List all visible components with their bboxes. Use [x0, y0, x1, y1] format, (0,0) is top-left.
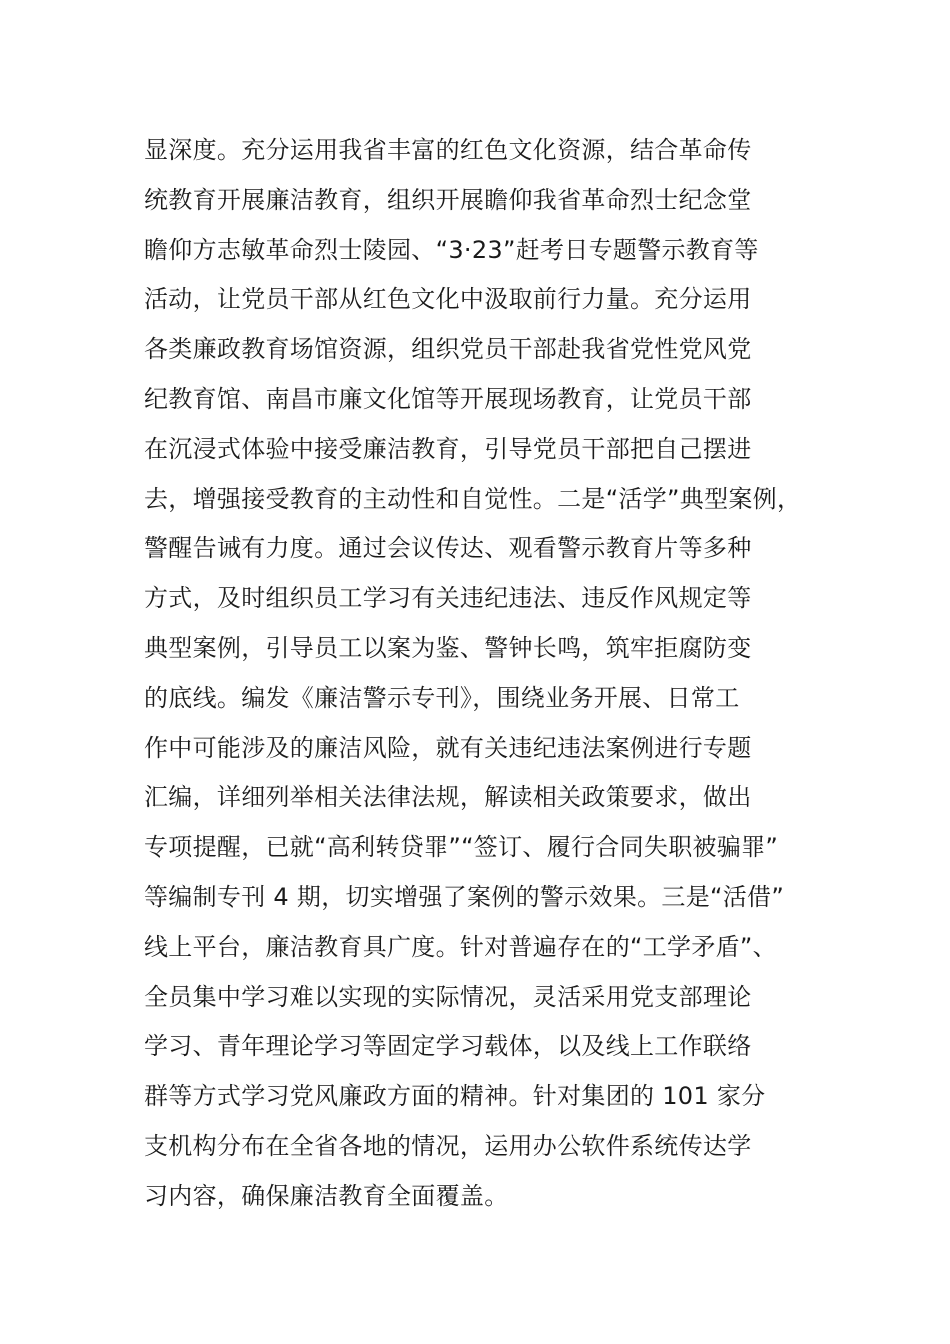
text-line: 统教育开展廉洁教育，组织开展瞻仰我省革命烈士纪念堂	[144, 185, 752, 214]
text-line: 典型案例，引导员工以案为鉴、警钟长鸣，筑牢拒腐防变	[144, 633, 752, 662]
text-line: 支机构分布在全省各地的情况，运用办公软件系统传达学	[144, 1131, 752, 1160]
text-line: 显深度。充分运用我省丰富的红色文化资源，结合革命传	[144, 136, 752, 164]
text-line: 习内容，确保廉洁教育全面覆盖。	[144, 1181, 509, 1210]
text-line: 在沉浸式体验中接受廉洁教育，引导党员干部把自己摆进	[144, 434, 752, 463]
text-line: 纪教育馆、南昌市廉文化馆等开展现场教育，让党员干部	[144, 384, 752, 413]
text-line: 汇编，详细列举相关法律法规，解读相关政策要求，做出	[144, 783, 752, 812]
text-line: 学习、青年理论学习等固定学习载体，以及线上工作联络	[144, 1032, 752, 1061]
text-line: 作中可能涉及的廉洁风险，就有关违纪违法案例进行专题	[144, 733, 752, 762]
text-line: 各类廉政教育场馆资源，组织党员干部赴我省党性党风党	[144, 335, 752, 364]
text-line: 群等方式学习党风廉政方面的精神。针对集团的 101 家分	[144, 1082, 766, 1111]
text-line: 活动，让党员干部从红色文化中汲取前行力量。充分运用	[144, 285, 752, 314]
text-line: 全员集中学习难以实现的实际情况，灵活采用党支部理论	[144, 982, 752, 1011]
body-paragraph	[144, 126, 844, 1222]
text-line: 去，增强接受教育的主动性和自觉性。二是“活学”典型案例，	[144, 484, 802, 513]
text-line: 专项提醒，已就“高利转贷罪”“签订、履行合同失职被骗罪”	[144, 833, 779, 862]
text-line: 瞻仰方志敏革命烈士陵园、“3·23”赶考日专题警示教育等	[144, 235, 759, 264]
text-line: 方式，及时组织员工学习有关违纪违法、违反作风规定等	[144, 584, 752, 613]
text-line: 警醒告诫有力度。通过会议传达、观看警示教育片等多种	[144, 534, 752, 563]
text-line: 线上平台，廉洁教育具广度。针对普遍存在的“工学矛盾”、	[144, 932, 777, 961]
text-line: 等编制专刊 4 期，切实增强了案例的警示效果。三是“活借”	[144, 882, 785, 911]
text-line: 的底线。编发《廉洁警示专刊》，围绕业务开展、日常工	[144, 683, 740, 712]
